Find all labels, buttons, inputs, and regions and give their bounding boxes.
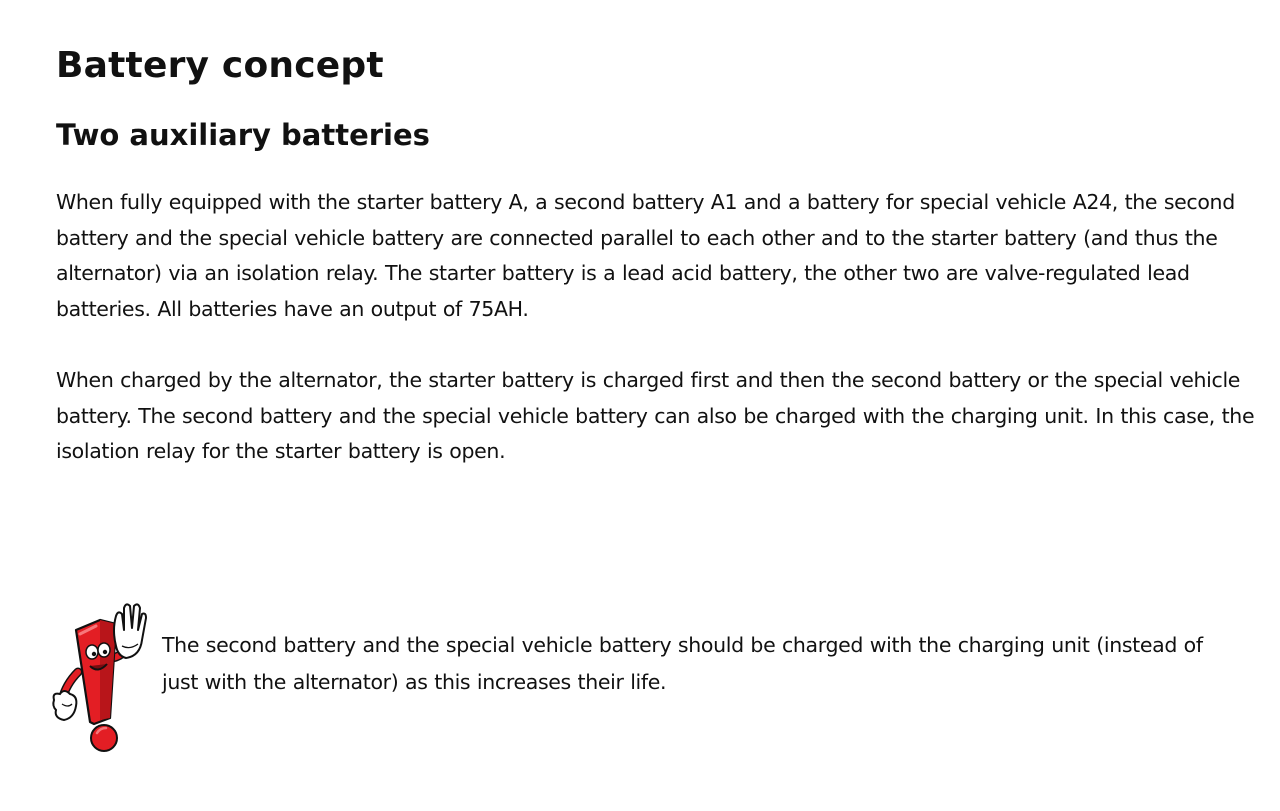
- note-text: The second battery and the special vehicle battery should be charged with the charging unit (instead of just with the alternator) as this increases their life.: [162, 633, 1203, 694]
- body-paragraph-2: When charged by the alternator, the starter battery is charged first and then the second battery or the special vehicle battery. The second battery and the special vehicle battery can also be charged with the charging unit. In this case, the isolation relay for the starter battery is open.: [56, 368, 1255, 463]
- body-paragraph-1: When fully equipped with the starter battery A, a second battery A1 and a battery for special vehicle A24, the second battery and the special vehicle battery are connected parallel to each other and to the starter battery (and thus the alternator) via an isolation relay. The starter battery is a lead acid battery, the other two are valve-regulated lead batteries. All batteries have an output of 75AH.: [56, 190, 1235, 321]
- section-heading: Two auxiliary batteries: [56, 118, 430, 152]
- page-title: Battery concept: [56, 45, 384, 86]
- exclamation-mascot-icon: [50, 600, 150, 756]
- note-box: [50, 600, 1230, 760]
